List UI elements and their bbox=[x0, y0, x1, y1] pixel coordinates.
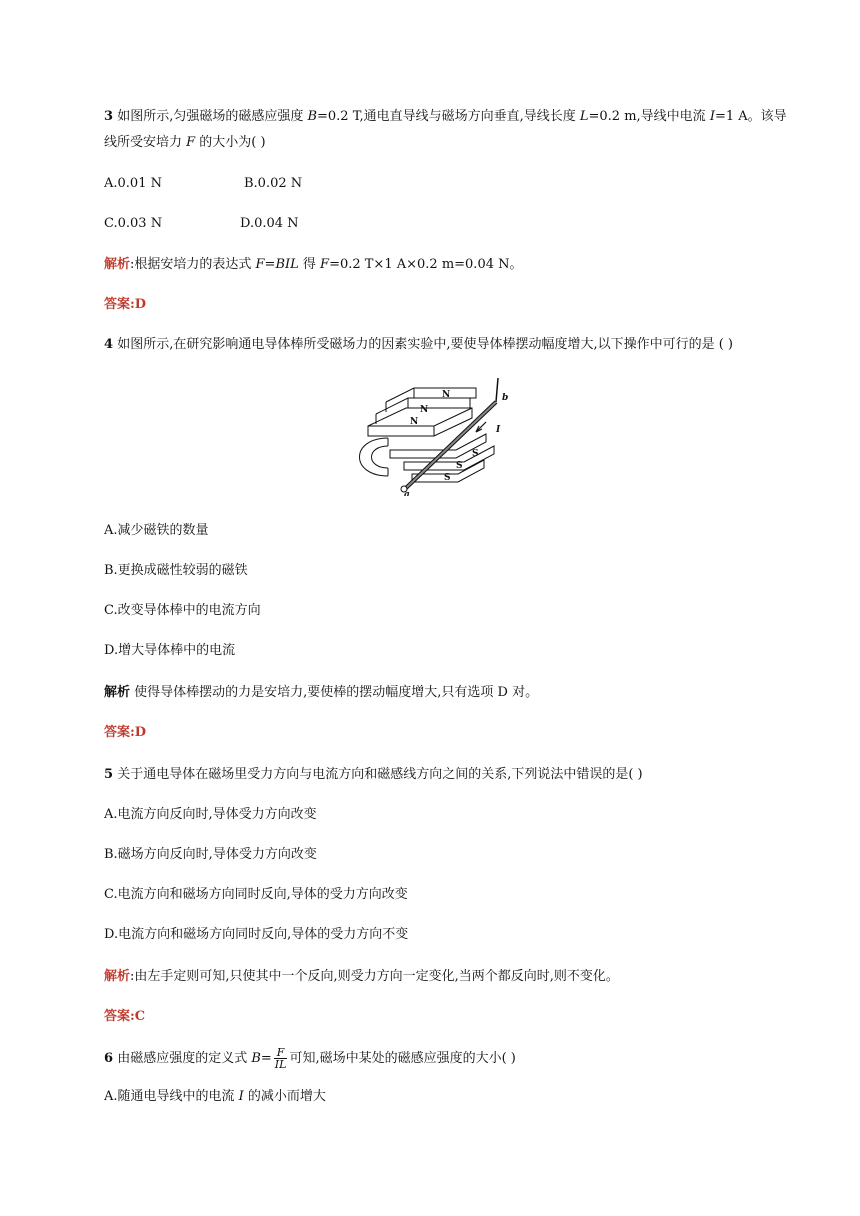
q4-stem: 4 如图所示,在研究影响通电导体棒所受磁场力的因素实验中,要使导体棒摆动幅度增大,以下操作中可行的是 ( ) bbox=[104, 337, 733, 352]
q5-analysis: 解析:由左手定则可知,只使其中一个反向,则受力方向一定变化,当两个都反向时,则不变化。 bbox=[104, 969, 619, 984]
q5-stem: 5 关于通电导体在磁场里受力方向与电流方向和磁感线方向之间的关系,下列说法中错误的是( ) bbox=[104, 767, 643, 782]
q5-option-a: A.电流方向反向时,导体受力方向改变 bbox=[104, 807, 317, 822]
pole-n-top: N bbox=[442, 390, 451, 400]
magnet-rod-figure bbox=[346, 376, 516, 496]
q3-option-d: D.0.04 N bbox=[240, 216, 299, 231]
q3-stem-line1: 3 如图所示,匀强磁场的磁感应强度 B=0.2 T,通电直导线与磁场方向垂直,导线长度 L=0.2 m,导线中电流 I=1 A。该导 bbox=[104, 109, 787, 124]
q3-option-c: C.0.03 N bbox=[104, 216, 163, 231]
definition-fraction: $\frac{F}{IL}$ bbox=[274, 1046, 287, 1071]
q6-option-a: A.随通电导线中的电流 I 的减小而增大 bbox=[104, 1089, 326, 1104]
pole-s-middle: S bbox=[456, 461, 463, 471]
q5-option-d: D.电流方向和磁场方向同时反向,导体的受力方向不变 bbox=[104, 927, 409, 942]
magnet-curve-outer bbox=[360, 438, 389, 476]
q4-option-d: D.增大导体棒中的电流 bbox=[104, 643, 236, 658]
q4-option-a: A.减少磁铁的数量 bbox=[104, 523, 209, 538]
current-label: I bbox=[496, 425, 501, 435]
q3-stem-line2: 线所受安培力 F 的大小为( ) bbox=[104, 135, 266, 150]
q3-option-a: A.0.01 N bbox=[104, 176, 162, 191]
q4-option-b: B.更换成磁性较弱的磁铁 bbox=[104, 563, 248, 578]
q3-answer: 答案:D bbox=[104, 297, 147, 312]
q5-option-c: C.电流方向和磁场方向同时反向,导体的受力方向改变 bbox=[104, 887, 408, 902]
q3-option-b: B.0.02 N bbox=[244, 176, 303, 191]
q5-option-b: B.磁场方向反向时,导体受力方向改变 bbox=[104, 847, 317, 862]
pole-s-bottom: S bbox=[444, 473, 451, 483]
rod-end-a: a bbox=[404, 490, 410, 496]
q5-answer: 答案:C bbox=[104, 1009, 146, 1024]
q4-analysis: 解析 使得导体棒摆动的力是安培力,要使棒的摆动幅度增大,只有选项 D 对。 bbox=[104, 685, 539, 700]
pole-n-bottom: N bbox=[410, 417, 419, 427]
magnet-curve-inner bbox=[372, 446, 389, 468]
pole-n-middle: N bbox=[420, 405, 429, 415]
q3-analysis: 解析:根据安培力的表达式 F=BIL 得 F=0.2 T×1 A×0.2 m=0.04 N。 bbox=[104, 257, 523, 272]
q3-number: 3 bbox=[104, 109, 114, 124]
q4-answer: 答案:D bbox=[104, 725, 147, 740]
rod-end-b: b bbox=[502, 393, 509, 403]
q4-option-c: C.改变导体棒中的电流方向 bbox=[104, 603, 261, 618]
pole-s-top: S bbox=[472, 449, 479, 459]
magnet-rod-diagram bbox=[346, 376, 516, 496]
q6-stem: 6 由磁感应强度的定义式 B= $\frac{F}{IL}$ 可知,磁场中某处的磁感应强度的大小( ) bbox=[104, 1046, 516, 1071]
